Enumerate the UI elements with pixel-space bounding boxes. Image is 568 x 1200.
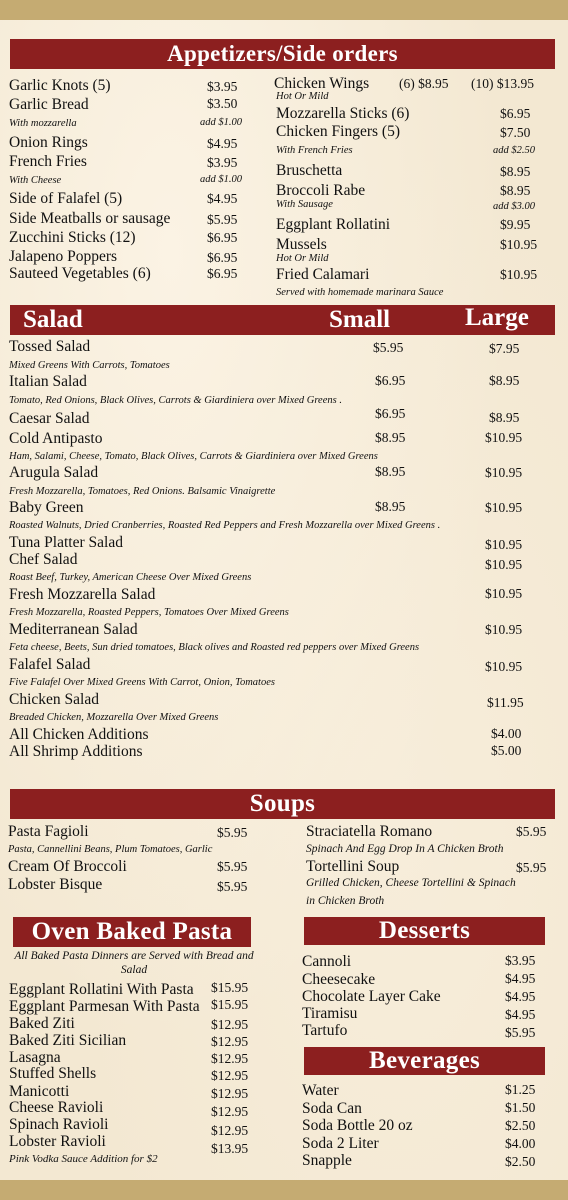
menu-item-name: Chef Salad <box>9 551 78 568</box>
menu-item-price: $12.95 <box>211 1051 249 1066</box>
menu-item-price: $5.95 <box>207 212 238 227</box>
soups-header <box>10 789 555 819</box>
pasta-footnote: Pink Vodka Sauce Addition for $2 <box>9 1153 158 1165</box>
menu-item-name: Onion Rings <box>9 134 88 151</box>
menu-item-price: $3.50 <box>207 96 238 111</box>
beverages-title: Beverages <box>369 1047 480 1074</box>
menu-item-name: Side Meatballs or sausage <box>9 210 171 227</box>
menu-item-name: Manicotti <box>9 1083 70 1100</box>
bottom-gold-border <box>0 1180 568 1200</box>
menu-item-name: Straciatella Romano <box>306 823 433 840</box>
menu-item-name: Baked Ziti Sicilian <box>9 1032 127 1049</box>
menu-item-price: $3.95 <box>505 953 536 968</box>
menu-item-price-large: $4.00 <box>491 726 522 741</box>
menu-item-price-small: $6.95 <box>375 406 406 421</box>
menu-item-note: Served with homemade marinara Sauce <box>276 287 444 298</box>
menu-item-price-small: $8.95 <box>375 464 406 479</box>
menu-item-price: $12.95 <box>211 1017 249 1032</box>
menu-item-price: $5.95 <box>217 859 248 874</box>
menu-item-price: $13.95 <box>211 1141 249 1156</box>
menu-item-price-large: $10.95 <box>485 659 523 674</box>
menu-item-price: $6.95 <box>500 106 531 121</box>
menu-item-name: Lasagna <box>9 1049 61 1066</box>
menu-item-addon: add $2.50 <box>493 145 535 156</box>
menu-item-name: Tartufo <box>302 1022 348 1039</box>
menu-item-desc: Roast Beef, Turkey, American Cheese Over Mixed Greens <box>9 572 252 583</box>
menu-item-price: $8.95 <box>500 164 531 179</box>
menu-item-desc: Fresh Mozzarella, Roasted Peppers, Tomatoes Over Mixed Greens <box>9 607 289 618</box>
appetizers-title: Appetizers/Side orders <box>167 41 398 66</box>
menu-item-note: With Sausage <box>276 199 333 210</box>
menu-item-price: $15.95 <box>211 980 249 995</box>
menu-item-price-small: $8.95 <box>375 499 406 514</box>
menu-item-price-large: $8.95 <box>489 373 520 388</box>
menu-item-note: With French Fries <box>276 145 353 156</box>
menu-item-price: (10) $13.95 <box>471 76 534 91</box>
menu-item-name: Sauteed Vegetables (6) <box>9 265 151 282</box>
menu-item-note: With mozzarella <box>9 118 77 129</box>
menu-item-price: $6.95 <box>207 230 238 245</box>
menu-item-price: $5.95 <box>516 860 547 875</box>
menu-item-price: $8.95 <box>500 183 531 198</box>
menu-item-price: $5.95 <box>217 879 248 894</box>
menu-item-name: Mozzarella Sticks (6) <box>276 105 410 122</box>
menu-item-price-small: $8.95 <box>375 430 406 445</box>
menu-item-name: All Shrimp Additions <box>9 743 143 760</box>
menu-item-desc: Roasted Walnuts, Dried Cranberries, Roasted Red Peppers and Fresh Mozzarella over Mixed Greens . <box>9 520 441 531</box>
menu-item-desc: Pasta, Cannellini Beans, Plum Tomatoes, Garlic <box>8 844 213 855</box>
menu-item-price-small: $6.95 <box>375 373 406 388</box>
menu-item-price: $2.50 <box>505 1154 536 1169</box>
menu-item-name: Mussels <box>276 236 327 253</box>
menu-item-price: $4.95 <box>207 136 238 151</box>
menu-item-name: Arugula Salad <box>9 464 99 481</box>
menu-item-name: Italian Salad <box>9 373 87 390</box>
menu-item-addon: add $1.00 <box>200 117 242 128</box>
salad-title: Salad <box>23 306 83 333</box>
menu-item-price-large: $5.00 <box>491 743 522 758</box>
menu-item-price: $10.95 <box>500 267 538 282</box>
menu-item-name: All Chicken Additions <box>9 726 149 743</box>
menu-item-name: Cheese Ravioli <box>9 1099 104 1116</box>
menu-item-desc: Tomato, Red Onions, Black Olives, Carrots & Giardiniera over Mixed Greens . <box>9 395 342 406</box>
pasta-subtitle: All Baked Pasta Dinners are Served with Bread and Salad <box>14 950 254 977</box>
menu-item-name: Tiramisu <box>302 1005 358 1022</box>
menu-item-desc: Fresh Mozzarella, Tomatoes, Red Onions. Balsamic Vinaigrette <box>9 486 276 497</box>
menu-item-name: Tortellini Soup <box>306 858 400 875</box>
menu-item-name: Baby Green <box>9 499 84 516</box>
menu-item-note: With Cheese <box>9 175 62 186</box>
menu-item-name: Soda 2 Liter <box>302 1135 379 1152</box>
menu-item-desc: Mixed Greens With Carrots, Tomatoes <box>9 360 170 371</box>
menu-item-price-large: $7.95 <box>489 341 520 356</box>
menu-item-addon: add $3.00 <box>493 201 535 212</box>
beverages-header <box>304 1047 545 1075</box>
menu-item-price-large: $11.95 <box>487 695 524 710</box>
menu-item-name: Chicken Wings <box>274 75 370 92</box>
appetizers-header <box>10 39 555 69</box>
menu-item-name: Fried Calamari <box>276 266 370 283</box>
menu-item-price: $12.95 <box>211 1034 249 1049</box>
menu-item-price: $4.95 <box>505 989 536 1004</box>
pasta-title: Oven Baked Pasta <box>31 918 233 945</box>
menu-item-note: Hot Or Mild <box>276 91 329 102</box>
menu-item-price: $2.50 <box>505 1118 536 1133</box>
menu-item-name: Cheesecake <box>302 971 376 988</box>
menu-item-price: $12.95 <box>211 1068 249 1083</box>
menu-item-desc: Spinach And Egg Drop In A Chicken Broth <box>306 843 504 855</box>
desserts-header <box>304 917 545 945</box>
menu-item-name: Cannoli <box>302 953 352 970</box>
menu-item-name: Jalapeno Poppers <box>9 248 118 265</box>
menu-item-price: $4.95 <box>207 191 238 206</box>
menu-item-name: Stuffed Shells <box>9 1065 97 1082</box>
menu-item-price: $5.95 <box>217 825 248 840</box>
menu-item-name: Eggplant Parmesan With Pasta <box>9 998 200 1015</box>
menu-item-name: Spinach Ravioli <box>9 1116 109 1133</box>
soups-title: Soups <box>249 790 316 817</box>
menu-item-name: Soda Can <box>302 1100 362 1117</box>
menu-item-price: $5.95 <box>505 1025 536 1040</box>
menu-item-name: Garlic Knots (5) <box>9 77 111 94</box>
menu-item-price-large: $8.95 <box>489 410 520 425</box>
menu-item-price-large: $10.95 <box>485 622 523 637</box>
menu-item-name: Soda Bottle 20 oz <box>302 1117 413 1134</box>
menu-item-price: $10.95 <box>500 237 538 252</box>
menu-item-name: Eggplant Rollatini With Pasta <box>9 981 194 998</box>
menu-item-name: Baked Ziti <box>9 1015 75 1032</box>
menu-item-name: Eggplant Rollatini <box>276 216 391 233</box>
menu-item-desc: in Chicken Broth <box>306 895 385 907</box>
menu-item-desc: Breaded Chicken, Mozzarella Over Mixed Greens <box>9 712 219 723</box>
top-gold-border <box>0 0 568 20</box>
menu-item-price-large: $10.95 <box>485 586 523 601</box>
menu-item-price: $12.95 <box>211 1086 249 1101</box>
pasta-header <box>13 917 251 947</box>
menu-item-addon: add $1.00 <box>200 174 242 185</box>
menu-item-price: $4.00 <box>505 1136 536 1151</box>
menu-item-price-large: $10.95 <box>485 537 523 552</box>
menu-item-price: $5.95 <box>516 824 547 839</box>
menu-item-name: Garlic Bread <box>9 96 89 113</box>
menu-item-name: Lobster Bisque <box>8 876 103 893</box>
menu-item-price: (6) $8.95 <box>399 76 449 91</box>
menu-item-name: Falafel Salad <box>9 656 91 673</box>
menu-item-price-large: $10.95 <box>485 465 523 480</box>
menu-item-price: $3.95 <box>207 155 238 170</box>
menu-item-price-large: $10.95 <box>485 430 523 445</box>
menu-item-name: Chicken Salad <box>9 691 99 708</box>
menu-item-name: Caesar Salad <box>9 410 90 427</box>
menu-item-price: $15.95 <box>211 997 249 1012</box>
desserts-title: Desserts <box>378 917 471 944</box>
menu-item-price: $12.95 <box>211 1104 249 1119</box>
menu-item-price: $4.95 <box>505 1007 536 1022</box>
salad-large-label: Large <box>465 304 529 331</box>
menu-item-desc: Feta cheese, Beets, Sun dried tomatoes, Black olives and Roasted red peppers over Mixed Greens <box>9 642 420 653</box>
menu-item-price: $12.95 <box>211 1123 249 1138</box>
menu-item-price: $7.50 <box>500 125 531 140</box>
menu-item-name: Bruschetta <box>276 162 343 179</box>
menu-item-price: $1.50 <box>505 1100 536 1115</box>
menu-item-name: Lobster Ravioli <box>9 1133 106 1150</box>
menu-item-name: Water <box>302 1082 339 1099</box>
menu-item-name: Cream Of Broccoli <box>8 858 127 875</box>
menu-item-price-large: $10.95 <box>485 557 523 572</box>
menu-item-name: Chocolate Layer Cake <box>302 988 441 1005</box>
menu-item-name: Tossed Salad <box>9 338 91 355</box>
menu-item-name: French Fries <box>9 153 87 170</box>
menu-item-desc: Grilled Chicken, Cheese Tortellini & Spinach <box>306 877 516 889</box>
menu-item-name: Snapple <box>302 1152 352 1169</box>
menu-item-desc: Ham, Salami, Cheese, Tomato, Black Olives, Carrots & Giardiniera over Mixed Greens <box>9 451 378 462</box>
menu-item-name: Chicken Fingers (5) <box>276 123 400 140</box>
menu-item-desc: Five Falafel Over Mixed Greens With Carrot, Onion, Tomatoes <box>9 677 275 688</box>
menu-item-price: $1.25 <box>505 1082 536 1097</box>
menu-item-name: Tuna Platter Salad <box>9 534 123 551</box>
menu-item-name: Zucchini Sticks (12) <box>9 229 136 246</box>
menu-item-name: Broccoli Rabe <box>276 182 366 199</box>
menu-item-price: $3.95 <box>207 79 238 94</box>
menu-item-price: $4.95 <box>505 971 536 986</box>
menu-item-name: Pasta Fagioli <box>8 823 89 840</box>
menu-item-note: Hot Or Mild <box>276 253 329 264</box>
menu-item-price-small: $5.95 <box>373 340 404 355</box>
menu-item-name: Side of Falafel (5) <box>9 190 123 207</box>
menu-item-name: Fresh Mozzarella Salad <box>9 586 156 603</box>
menu-item-price: $6.95 <box>207 250 238 265</box>
menu-item-price-large: $10.95 <box>485 500 523 515</box>
menu-item-name: Mediterranean Salad <box>9 621 138 638</box>
menu-item-price: $9.95 <box>500 217 531 232</box>
salad-small-label: Small <box>329 306 391 333</box>
menu-item-name: Cold Antipasto <box>9 430 103 447</box>
menu-item-price: $6.95 <box>207 266 238 281</box>
